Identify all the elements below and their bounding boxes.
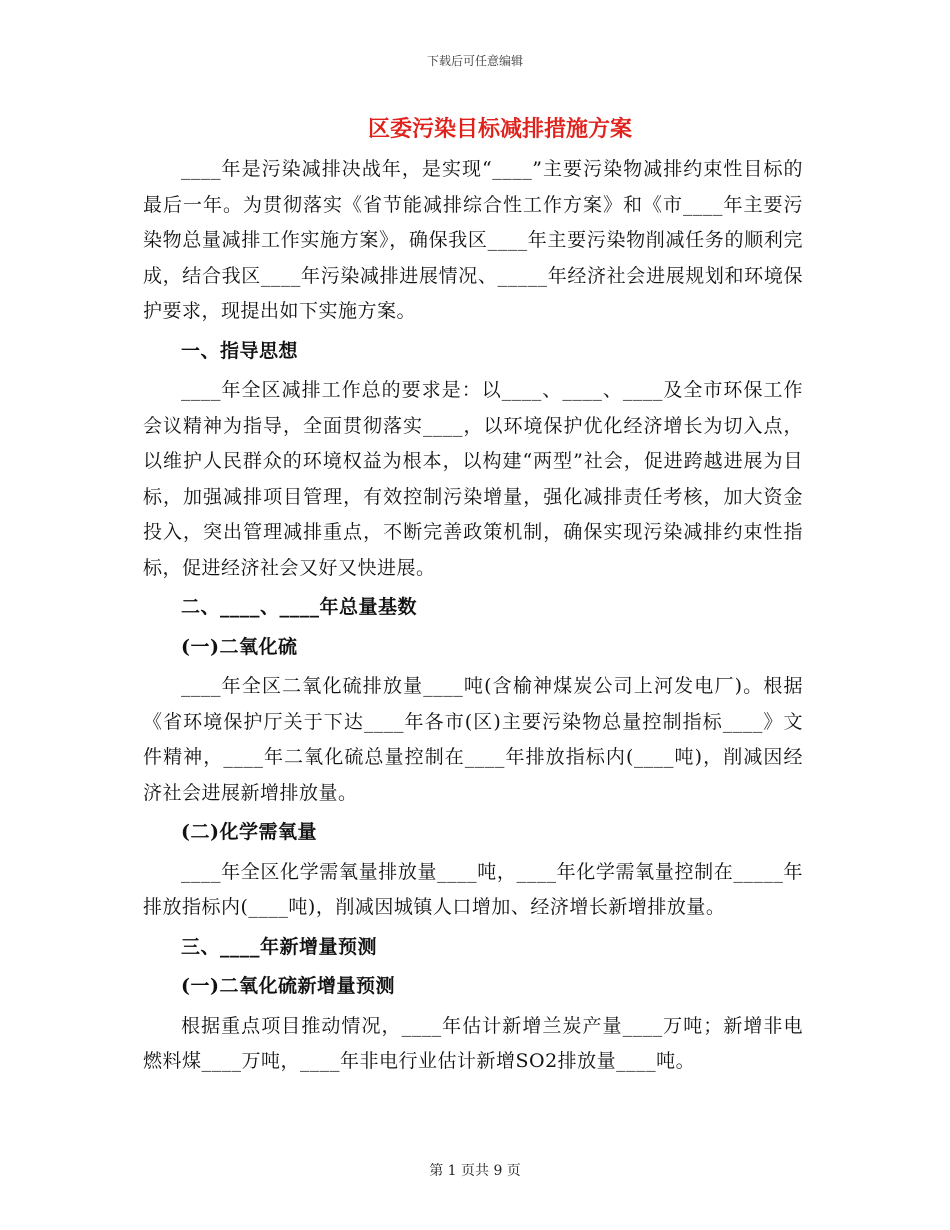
section-heading-guiding-ideology: 一、指导思想 bbox=[181, 339, 299, 362]
cod-paragraph: ____年全区化学需氧量排放量____吨，____年化学需氧量控制在_____年排放指标内(____吨)，削减因城镇人口增加、经济增长新增排放量。 bbox=[143, 860, 803, 918]
guiding-ideology-paragraph: ____年全区减排工作总的要求是：以____、____、____及全市环保工作会议精神为指导，全面贯彻落实____，以环境保护优化经济增长为切入点，以维护人民群众的环境权益为根本，以构建“两型”社会，促进跨越进展为目标，加强减排项目管理，有效控制污染增量，强化减排责任考核，加大资金投入，突出管理减排重点，不断完善政策机制，确保实现污染减排约束性指标，促进经济社会又好又快进展。 bbox=[143, 379, 803, 579]
document-body bbox=[143, 152, 803, 1080]
subheading-cod: (二)化学需氧量 bbox=[181, 821, 317, 843]
section-heading-total-base: 二、____、____年总量基数 bbox=[181, 596, 418, 618]
subheading-so2-forecast: (一)二氧化硫新增量预测 bbox=[181, 975, 395, 997]
intro-paragraph: ____年是污染减排决战年，是实现“____”主要污染物减排约束性目标的最后一年。为贯彻落实《省节能减排综合性工作方案》和《市____年主要污染物总量减排工作实施方案》，确保我区____年主要污染物削减任务的顺利完成，结合我区____年污染减排进展情况、_____年经济社会进展规划和环境保护要求，现提出如下实施方案。 bbox=[143, 158, 803, 322]
so2-forecast-paragraph: 根据重点项目推动情况，____年估计新增兰炭产量____万吨；新增非电燃料煤____万吨，____年非电行业估计新增SO2排放量____吨。 bbox=[143, 1014, 803, 1072]
subheading-sulfur-dioxide: (一)二氧化硫 bbox=[181, 635, 298, 658]
document-title: 区委污染目标减排措施方案 bbox=[367, 116, 632, 142]
page-number-footer: 第 1 页共 9 页 bbox=[429, 1163, 521, 1179]
sulfur-dioxide-paragraph: ____年全区二氧化硫排放量____吨(含榆神煤炭公司上河发电厂)。根据《省环境保护厅关于下达____年各市(区)主要污染物总量控制指标____》文件精神，____年二氧化硫总量控制在____年排放指标内(____吨)，削减因经济社会进展新增排放量。 bbox=[143, 675, 803, 804]
section-heading-forecast: 三、____年新增量预测 bbox=[181, 935, 378, 958]
page-header-note: 下载后可任意编辑 bbox=[426, 54, 523, 68]
